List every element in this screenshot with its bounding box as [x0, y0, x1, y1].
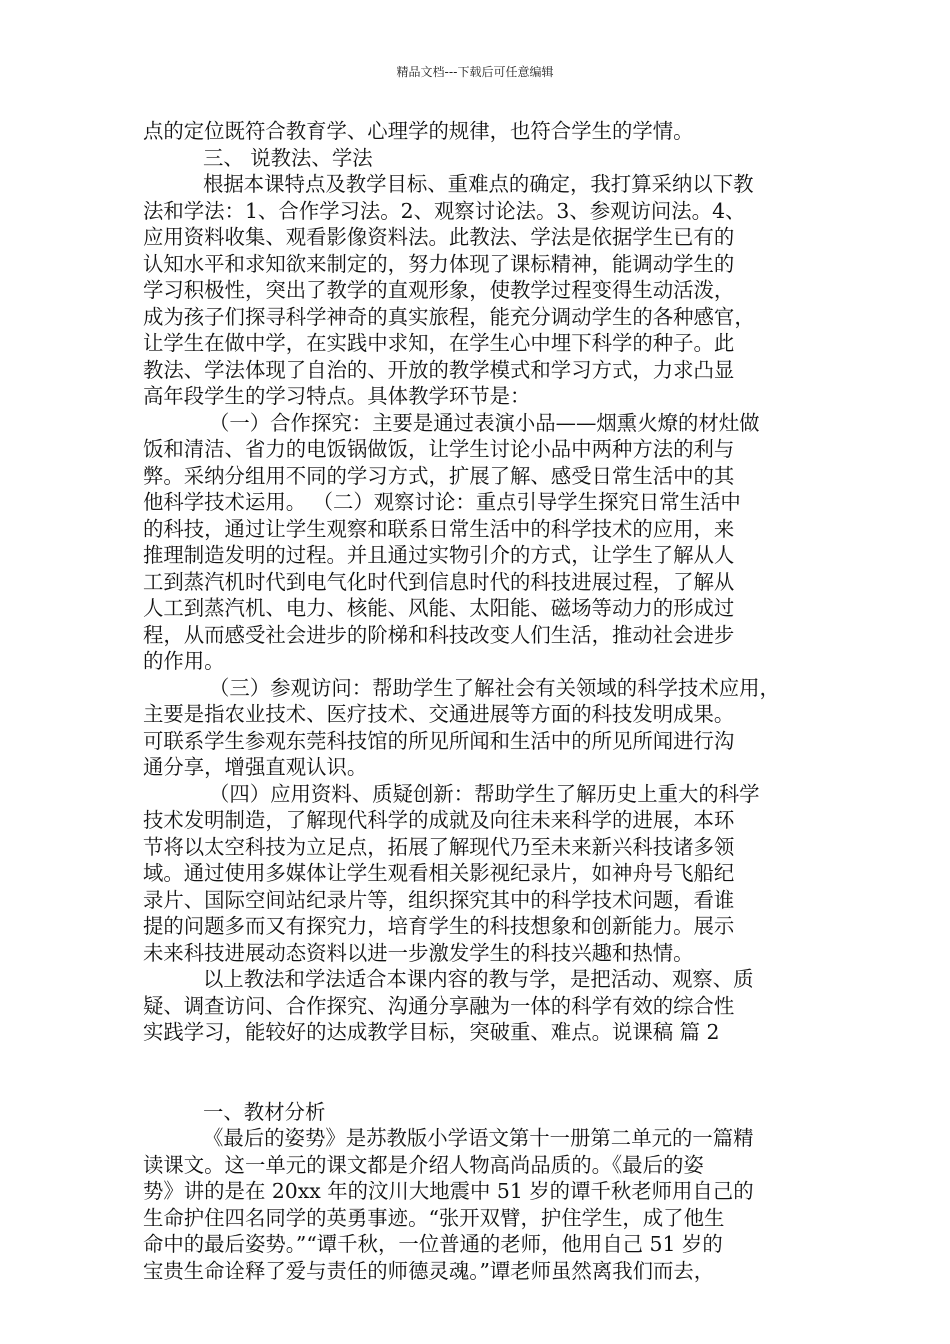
text-line: 人工到蒸汽机、电力、核能、风能、太阳能、磁场等动力的形成过	[143, 596, 735, 620]
text-line: 让学生在做中学，在实践中求知，在学生心中埋下科学的种子。此	[143, 331, 735, 355]
section-heading: 三、 说教法、学法	[203, 145, 373, 170]
text-line: 的科技，通过让学生观察和联系日常生活中的科学技术的应用，来	[143, 516, 735, 541]
paragraph-start: 根据本课特点及教学目标、重难点的确定，我打算采纳以下教	[203, 172, 754, 196]
text-line: 饭和清洁、省力的电饭锅做饭，让学生讨论小品中两种方法的利与	[143, 437, 735, 461]
text-line: 疑、调查访问、合作探究、沟通分享融为一体的科学有效的综合性	[143, 993, 735, 1018]
text-line: 的作用。	[143, 649, 225, 673]
text-line: 推理制造发明的过程。并且通过实物引介的方式，让学生了解从人	[143, 543, 735, 567]
text-line: 认知水平和求知欲来制定的，努力体现了课标精神，能调动学生的	[143, 251, 735, 276]
text-line: 未来科技进展动态资料以进一步激发学生的科技兴趣和热情。	[143, 940, 694, 965]
text-line: 高年段学生的学习特点。具体教学环节是：	[143, 384, 531, 408]
text-line: 点的定位既符合教育学、心理学的规律，也符合学生的学情。	[143, 119, 694, 143]
paragraph-start: （四）应用资料、质疑创新：帮助学生了解历史上重大的科学	[209, 781, 760, 806]
text-line: 通分享，增强直观认识。	[143, 755, 368, 779]
section-gap	[143, 1046, 815, 1099]
text-line: 录片、国际空间站纪录片等，组织探究其中的科学技术问题，看谁	[143, 887, 735, 912]
text-line: 应用资料收集、观看影像资料法。此教法、学法是依据学生已有的	[143, 225, 735, 249]
text-line: 教法、学法体现了自治的、开放的教学模式和学习方式，力求凸显	[143, 357, 735, 382]
text-line: 节将以太空科技为立足点，拓展了解现代乃至未来新兴科技诸多领	[143, 834, 735, 859]
paragraph-start: 《最后的姿势》是苏教版小学语文第十一册第二单元的一篇精	[203, 1126, 754, 1150]
document-body	[143, 118, 815, 1284]
text-line: 可联系学生参观东莞科技馆的所见所闻和生活中的所见所闻进行沟	[143, 728, 735, 753]
text-line: 程，从而感受社会进步的阶梯和科技改变人们生活，推动社会进步	[143, 622, 735, 647]
section-heading: 一、教材分析	[203, 1099, 326, 1124]
text-line: 命中的最后姿势。”“谭千秋，一位普通的老师，他用自己 51 岁的	[143, 1232, 723, 1256]
text-line: 工到蒸汽机时代到电气化时代到信息时代的科技进展过程，了解从	[143, 569, 735, 594]
text-line: 主要是指农业技术、医疗技术、交通进展等方面的科技发明成果。	[143, 702, 735, 726]
paragraph-start: （三）参观访问：帮助学生了解社会有关领域的科学技术应用，	[209, 675, 780, 700]
text-line: 提的问题多而又有探究力，培育学生的科技想象和创新能力。展示	[143, 914, 735, 938]
text-line: 宝贵生命诠释了爱与责任的师德灵魂。”谭老师虽然离我们而去，	[143, 1258, 715, 1283]
text-line: 生命护住四名同学的英勇事迹。“张开双臂，护住学生，成了他生	[143, 1205, 725, 1230]
text-line: 势》讲的是在 20xx 年的汶川大地震中 51 岁的谭千秋老师用自己的	[143, 1179, 754, 1203]
text-line: 学习积极性，突出了教学的直观形象，使教学过程变得生动活泼，	[143, 278, 735, 302]
paragraph-start: （一）合作探究：主要是通过表演小品——烟熏火燎的材灶做	[209, 410, 760, 435]
text-line: 成为孩子们探寻科学神奇的真实旅程，能充分调动学生的各种感官，	[143, 304, 755, 329]
text-line: 他科学技术运用。 （二）观察讨论：重点引导学生探究日常生活中	[143, 490, 741, 514]
text-line: 法和学法：1、合作学习法。2、观察讨论法。3、参观访问法。4、	[143, 198, 746, 223]
text-line: 弊。采纳分组用不同的学习方式，扩展了解、感受日常生活中的其	[143, 463, 735, 488]
page-header: 精品文档---下载后可任意编辑	[396, 65, 554, 79]
paragraph-start: 以上教法和学法适合本课内容的教与学，是把活动、观察、质	[203, 967, 754, 991]
text-line: 读课文。这一单元的课文都是介绍人物高尚品质的。《最后的姿	[143, 1152, 704, 1177]
text-line: 域。通过使用多媒体让学生观看相关影视纪录片，如神舟号飞船纪	[143, 861, 735, 885]
text-line: 技术发明制造，了解现代科学的成就及向往未来科学的进展，本环	[143, 808, 735, 832]
text-line: 实践学习，能较好的达成教学目标，突破重、难点。说课稿 篇 2	[143, 1020, 720, 1044]
